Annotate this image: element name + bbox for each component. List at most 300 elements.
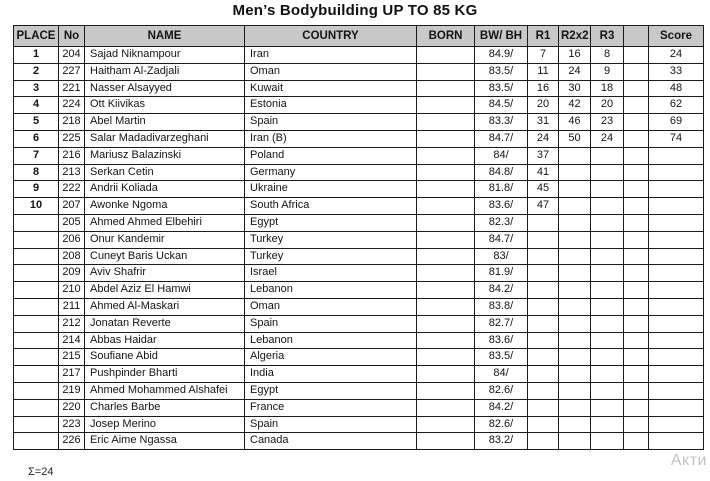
cell-place <box>14 433 59 450</box>
cell-name: Sajad Niknampour <box>85 47 245 64</box>
cell-r2x2 <box>559 198 591 215</box>
cell-r1 <box>528 382 559 399</box>
cell-r2x2 <box>559 214 591 231</box>
cell-r3 <box>591 315 624 332</box>
cell-r3 <box>591 265 624 282</box>
cell-score: 62 <box>649 97 704 114</box>
cell-r1: 16 <box>528 80 559 97</box>
cell-place: 8 <box>14 164 59 181</box>
table-row <box>14 433 704 450</box>
cell-r2x2: 16 <box>559 47 591 64</box>
cell-bw-bh: 81.9/ <box>475 265 528 282</box>
cell-place: 7 <box>14 147 59 164</box>
table-row <box>14 198 704 215</box>
cell-r3: 24 <box>591 130 624 147</box>
cell-blank <box>624 382 649 399</box>
table-row <box>14 248 704 265</box>
cell-no: 224 <box>59 97 85 114</box>
cell-r2x2: 46 <box>559 114 591 131</box>
cell-name: Abbas Haidar <box>85 332 245 349</box>
cell-score: 24 <box>649 47 704 64</box>
cell-born <box>417 315 475 332</box>
cell-score <box>649 315 704 332</box>
cell-born <box>417 198 475 215</box>
cell-country: Oman <box>245 63 417 80</box>
cell-country: Lebanon <box>245 282 417 299</box>
cell-blank <box>624 349 649 366</box>
cell-r1 <box>528 265 559 282</box>
cell-r1: 47 <box>528 198 559 215</box>
cell-place <box>14 214 59 231</box>
cell-place: 5 <box>14 114 59 131</box>
cell-place <box>14 332 59 349</box>
cell-no: 204 <box>59 47 85 64</box>
cell-no: 208 <box>59 248 85 265</box>
cell-r1: 20 <box>528 97 559 114</box>
cell-r2x2 <box>559 382 591 399</box>
cell-r2x2 <box>559 164 591 181</box>
cell-r1 <box>528 214 559 231</box>
table-row <box>14 130 704 147</box>
table-row <box>14 80 704 97</box>
cell-r1 <box>528 231 559 248</box>
cell-born <box>417 433 475 450</box>
cell-no: 216 <box>59 147 85 164</box>
cell-no: 220 <box>59 399 85 416</box>
cell-bw-bh: 84.5/ <box>475 97 528 114</box>
cell-country: India <box>245 366 417 383</box>
table-row <box>14 164 704 181</box>
cell-r3 <box>591 433 624 450</box>
cell-born <box>417 80 475 97</box>
cell-blank <box>624 416 649 433</box>
cell-no: 210 <box>59 282 85 299</box>
col-header-no: No <box>59 26 85 47</box>
cell-bw-bh: 83.5/ <box>475 63 528 80</box>
cell-r2x2 <box>559 248 591 265</box>
cell-bw-bh: 83.3/ <box>475 114 528 131</box>
header-row <box>14 26 704 47</box>
cell-bw-bh: 83.6/ <box>475 198 528 215</box>
cell-blank <box>624 298 649 315</box>
table-row <box>14 382 704 399</box>
cell-no: 222 <box>59 181 85 198</box>
cell-r1: 11 <box>528 63 559 80</box>
cell-blank <box>624 282 649 299</box>
cell-r3 <box>591 214 624 231</box>
cell-name: Mariusz Balazinski <box>85 147 245 164</box>
cell-country: Egypt <box>245 382 417 399</box>
cell-bw-bh: 83.6/ <box>475 332 528 349</box>
cell-r3 <box>591 416 624 433</box>
cell-r3: 20 <box>591 97 624 114</box>
cell-r1: 31 <box>528 114 559 131</box>
cell-place <box>14 416 59 433</box>
cell-r2x2 <box>559 399 591 416</box>
watermark-text: Акти <box>670 452 707 469</box>
cell-r1: 7 <box>528 47 559 64</box>
cell-blank <box>624 63 649 80</box>
cell-blank <box>624 366 649 383</box>
cell-place: 6 <box>14 130 59 147</box>
table-row <box>14 298 704 315</box>
col-header-born: BORN <box>417 26 475 47</box>
cell-born <box>417 416 475 433</box>
cell-r2x2 <box>559 147 591 164</box>
cell-score: 48 <box>649 80 704 97</box>
col-header-score: Score <box>649 26 704 47</box>
table-row <box>14 349 704 366</box>
total-count: Σ=24 <box>28 466 54 478</box>
cell-r2x2 <box>559 332 591 349</box>
cell-r1: 37 <box>528 147 559 164</box>
cell-no: 206 <box>59 231 85 248</box>
cell-name: Ahmed Ahmed Elbehiri <box>85 214 245 231</box>
cell-r1 <box>528 399 559 416</box>
cell-country: Spain <box>245 315 417 332</box>
cell-born <box>417 231 475 248</box>
cell-r2x2 <box>559 433 591 450</box>
cell-r2x2 <box>559 315 591 332</box>
table-row <box>14 181 704 198</box>
cell-blank <box>624 248 649 265</box>
page-title: Men’s Bodybuilding UP TO 85 KG <box>232 2 478 19</box>
table-row <box>14 214 704 231</box>
cell-score <box>649 214 704 231</box>
cell-r3: 9 <box>591 63 624 80</box>
cell-blank <box>624 114 649 131</box>
cell-bw-bh: 84.2/ <box>475 282 528 299</box>
cell-r2x2: 50 <box>559 130 591 147</box>
cell-name: Nasser Alsayyed <box>85 80 245 97</box>
cell-bw-bh: 84/ <box>475 147 528 164</box>
cell-blank <box>624 231 649 248</box>
cell-born <box>417 265 475 282</box>
cell-r3 <box>591 181 624 198</box>
cell-country: France <box>245 399 417 416</box>
cell-no: 207 <box>59 198 85 215</box>
col-header-name: NAME <box>85 26 245 47</box>
cell-r3 <box>591 332 624 349</box>
cell-place: 10 <box>14 198 59 215</box>
cell-score <box>649 248 704 265</box>
cell-born <box>417 214 475 231</box>
cell-no: 217 <box>59 366 85 383</box>
cell-score <box>649 164 704 181</box>
table-row <box>14 97 704 114</box>
cell-country: Iran <box>245 47 417 64</box>
cell-r3: 8 <box>591 47 624 64</box>
cell-score <box>649 282 704 299</box>
col-header-bw-bh: BW/ BH <box>475 26 528 47</box>
cell-r3: 18 <box>591 80 624 97</box>
cell-r2x2 <box>559 231 591 248</box>
cell-country: Algeria <box>245 349 417 366</box>
cell-country: Israel <box>245 265 417 282</box>
cell-score <box>649 332 704 349</box>
cell-blank <box>624 265 649 282</box>
col-header-r1: R1 <box>528 26 559 47</box>
cell-no: 221 <box>59 80 85 97</box>
cell-country: Iran (B) <box>245 130 417 147</box>
cell-no: 226 <box>59 433 85 450</box>
cell-name: Ott Kiivikas <box>85 97 245 114</box>
cell-born <box>417 382 475 399</box>
cell-r1 <box>528 248 559 265</box>
cell-r3 <box>591 248 624 265</box>
cell-name: Cuneyt Baris Uckan <box>85 248 245 265</box>
cell-score <box>649 399 704 416</box>
cell-name: Ahmed Al-Maskari <box>85 298 245 315</box>
cell-no: 215 <box>59 349 85 366</box>
cell-place <box>14 282 59 299</box>
cell-country: South Africa <box>245 198 417 215</box>
cell-r2x2 <box>559 416 591 433</box>
cell-place <box>14 265 59 282</box>
cell-name: Eric Aime Ngassa <box>85 433 245 450</box>
cell-bw-bh: 84.9/ <box>475 47 528 64</box>
table-row <box>14 114 704 131</box>
cell-place <box>14 399 59 416</box>
results-table <box>13 25 704 450</box>
cell-place <box>14 231 59 248</box>
table-row <box>14 63 704 80</box>
cell-born <box>417 97 475 114</box>
cell-country: Estonia <box>245 97 417 114</box>
cell-born <box>417 399 475 416</box>
cell-blank <box>624 198 649 215</box>
cell-blank <box>624 315 649 332</box>
cell-name: Onur Kandemir <box>85 231 245 248</box>
cell-score <box>649 147 704 164</box>
cell-score <box>649 416 704 433</box>
cell-name: Haitham Al-Zadjali <box>85 63 245 80</box>
cell-blank <box>624 164 649 181</box>
cell-bw-bh: 82.6/ <box>475 382 528 399</box>
cell-name: Aviv Shafrir <box>85 265 245 282</box>
cell-r3: 23 <box>591 114 624 131</box>
table-row <box>14 47 704 64</box>
cell-born <box>417 248 475 265</box>
table-row <box>14 147 704 164</box>
cell-blank <box>624 399 649 416</box>
cell-no: 227 <box>59 63 85 80</box>
col-header-country: COUNTRY <box>245 26 417 47</box>
cell-r1 <box>528 332 559 349</box>
cell-blank <box>624 214 649 231</box>
cell-bw-bh: 84.2/ <box>475 399 528 416</box>
cell-born <box>417 130 475 147</box>
cell-score <box>649 231 704 248</box>
cell-name: Pushpinder Bharti <box>85 366 245 383</box>
cell-blank <box>624 181 649 198</box>
cell-bw-bh: 82.3/ <box>475 214 528 231</box>
cell-born <box>417 63 475 80</box>
cell-name: Abdel Aziz El Hamwi <box>85 282 245 299</box>
cell-country: Kuwait <box>245 80 417 97</box>
table-row <box>14 366 704 383</box>
cell-born <box>417 349 475 366</box>
cell-place <box>14 248 59 265</box>
cell-r2x2 <box>559 349 591 366</box>
cell-country: Turkey <box>245 231 417 248</box>
cell-r2x2: 42 <box>559 97 591 114</box>
cell-score: 69 <box>649 114 704 131</box>
cell-r1: 41 <box>528 164 559 181</box>
cell-place <box>14 349 59 366</box>
cell-born <box>417 164 475 181</box>
cell-place: 4 <box>14 97 59 114</box>
cell-r1 <box>528 282 559 299</box>
cell-born <box>417 47 475 64</box>
cell-born <box>417 181 475 198</box>
cell-r1 <box>528 366 559 383</box>
cell-name: Abel Martin <box>85 114 245 131</box>
cell-r2x2 <box>559 265 591 282</box>
cell-name: Charles Barbe <box>85 399 245 416</box>
table-row <box>14 282 704 299</box>
cell-country: Spain <box>245 416 417 433</box>
cell-no: 219 <box>59 382 85 399</box>
cell-country: Egypt <box>245 214 417 231</box>
cell-place: 1 <box>14 47 59 64</box>
cell-no: 211 <box>59 298 85 315</box>
cell-blank <box>624 97 649 114</box>
cell-r1: 45 <box>528 181 559 198</box>
cell-born <box>417 332 475 349</box>
cell-no: 225 <box>59 130 85 147</box>
cell-r1 <box>528 298 559 315</box>
cell-bw-bh: 84.8/ <box>475 164 528 181</box>
cell-bw-bh: 82.6/ <box>475 416 528 433</box>
cell-score <box>649 181 704 198</box>
cell-r2x2 <box>559 181 591 198</box>
table-row <box>14 332 704 349</box>
cell-no: 213 <box>59 164 85 181</box>
cell-r3 <box>591 231 624 248</box>
cell-r1 <box>528 416 559 433</box>
cell-place <box>14 315 59 332</box>
cell-r3 <box>591 298 624 315</box>
cell-born <box>417 147 475 164</box>
cell-born <box>417 366 475 383</box>
cell-bw-bh: 83/ <box>475 248 528 265</box>
cell-bw-bh: 84.7/ <box>475 231 528 248</box>
cell-blank <box>624 433 649 450</box>
cell-no: 218 <box>59 114 85 131</box>
cell-blank <box>624 130 649 147</box>
results-table-body <box>14 47 704 450</box>
cell-r2x2: 24 <box>559 63 591 80</box>
cell-bw-bh: 81.8/ <box>475 181 528 198</box>
cell-bw-bh: 82.7/ <box>475 315 528 332</box>
cell-score <box>649 382 704 399</box>
cell-place: 2 <box>14 63 59 80</box>
cell-name: Ahmed Mohammed Alshafei <box>85 382 245 399</box>
cell-no: 205 <box>59 214 85 231</box>
cell-bw-bh: 83.5/ <box>475 349 528 366</box>
col-header-blank <box>624 26 649 47</box>
cell-bw-bh: 84.7/ <box>475 130 528 147</box>
cell-score: 33 <box>649 63 704 80</box>
cell-name: Andrii Koliada <box>85 181 245 198</box>
cell-r2x2: 30 <box>559 80 591 97</box>
table-row <box>14 231 704 248</box>
cell-born <box>417 282 475 299</box>
cell-r1 <box>528 315 559 332</box>
cell-bw-bh: 83.5/ <box>475 80 528 97</box>
cell-bw-bh: 83.2/ <box>475 433 528 450</box>
col-header-r3: R3 <box>591 26 624 47</box>
cell-no: 209 <box>59 265 85 282</box>
cell-name: Awonke Ngoma <box>85 198 245 215</box>
col-header-r2x2: R2x2 <box>559 26 591 47</box>
cell-bw-bh: 83.8/ <box>475 298 528 315</box>
cell-blank <box>624 147 649 164</box>
cell-country: Spain <box>245 114 417 131</box>
cell-country: Oman <box>245 298 417 315</box>
cell-born <box>417 298 475 315</box>
cell-country: Turkey <box>245 248 417 265</box>
cell-r2x2 <box>559 366 591 383</box>
cell-r3 <box>591 349 624 366</box>
cell-name: Josep Merino <box>85 416 245 433</box>
cell-no: 212 <box>59 315 85 332</box>
col-header-place: PLACE <box>14 26 59 47</box>
cell-r3 <box>591 147 624 164</box>
cell-score <box>649 433 704 450</box>
cell-no: 223 <box>59 416 85 433</box>
cell-place <box>14 382 59 399</box>
cell-r3 <box>591 382 624 399</box>
cell-bw-bh: 84/ <box>475 366 528 383</box>
cell-place <box>14 366 59 383</box>
table-row <box>14 399 704 416</box>
cell-r1: 24 <box>528 130 559 147</box>
cell-place <box>14 298 59 315</box>
cell-r3 <box>591 399 624 416</box>
cell-no: 214 <box>59 332 85 349</box>
cell-r2x2 <box>559 282 591 299</box>
cell-blank <box>624 332 649 349</box>
cell-r1 <box>528 349 559 366</box>
table-row <box>14 265 704 282</box>
cell-name: Salar Madadivarzeghani <box>85 130 245 147</box>
table-row <box>14 416 704 433</box>
cell-score <box>649 349 704 366</box>
cell-country: Poland <box>245 147 417 164</box>
cell-score <box>649 298 704 315</box>
table-row <box>14 315 704 332</box>
cell-name: Soufiane Abid <box>85 349 245 366</box>
cell-country: Ukraine <box>245 181 417 198</box>
cell-r3 <box>591 198 624 215</box>
cell-place: 9 <box>14 181 59 198</box>
cell-r3 <box>591 282 624 299</box>
cell-born <box>417 114 475 131</box>
cell-score <box>649 198 704 215</box>
cell-country: Canada <box>245 433 417 450</box>
cell-r3 <box>591 366 624 383</box>
cell-country: Germany <box>245 164 417 181</box>
cell-score: 74 <box>649 130 704 147</box>
cell-score <box>649 366 704 383</box>
cell-blank <box>624 80 649 97</box>
cell-country: Lebanon <box>245 332 417 349</box>
cell-place: 3 <box>14 80 59 97</box>
cell-name: Jonatan Reverte <box>85 315 245 332</box>
cell-blank <box>624 47 649 64</box>
